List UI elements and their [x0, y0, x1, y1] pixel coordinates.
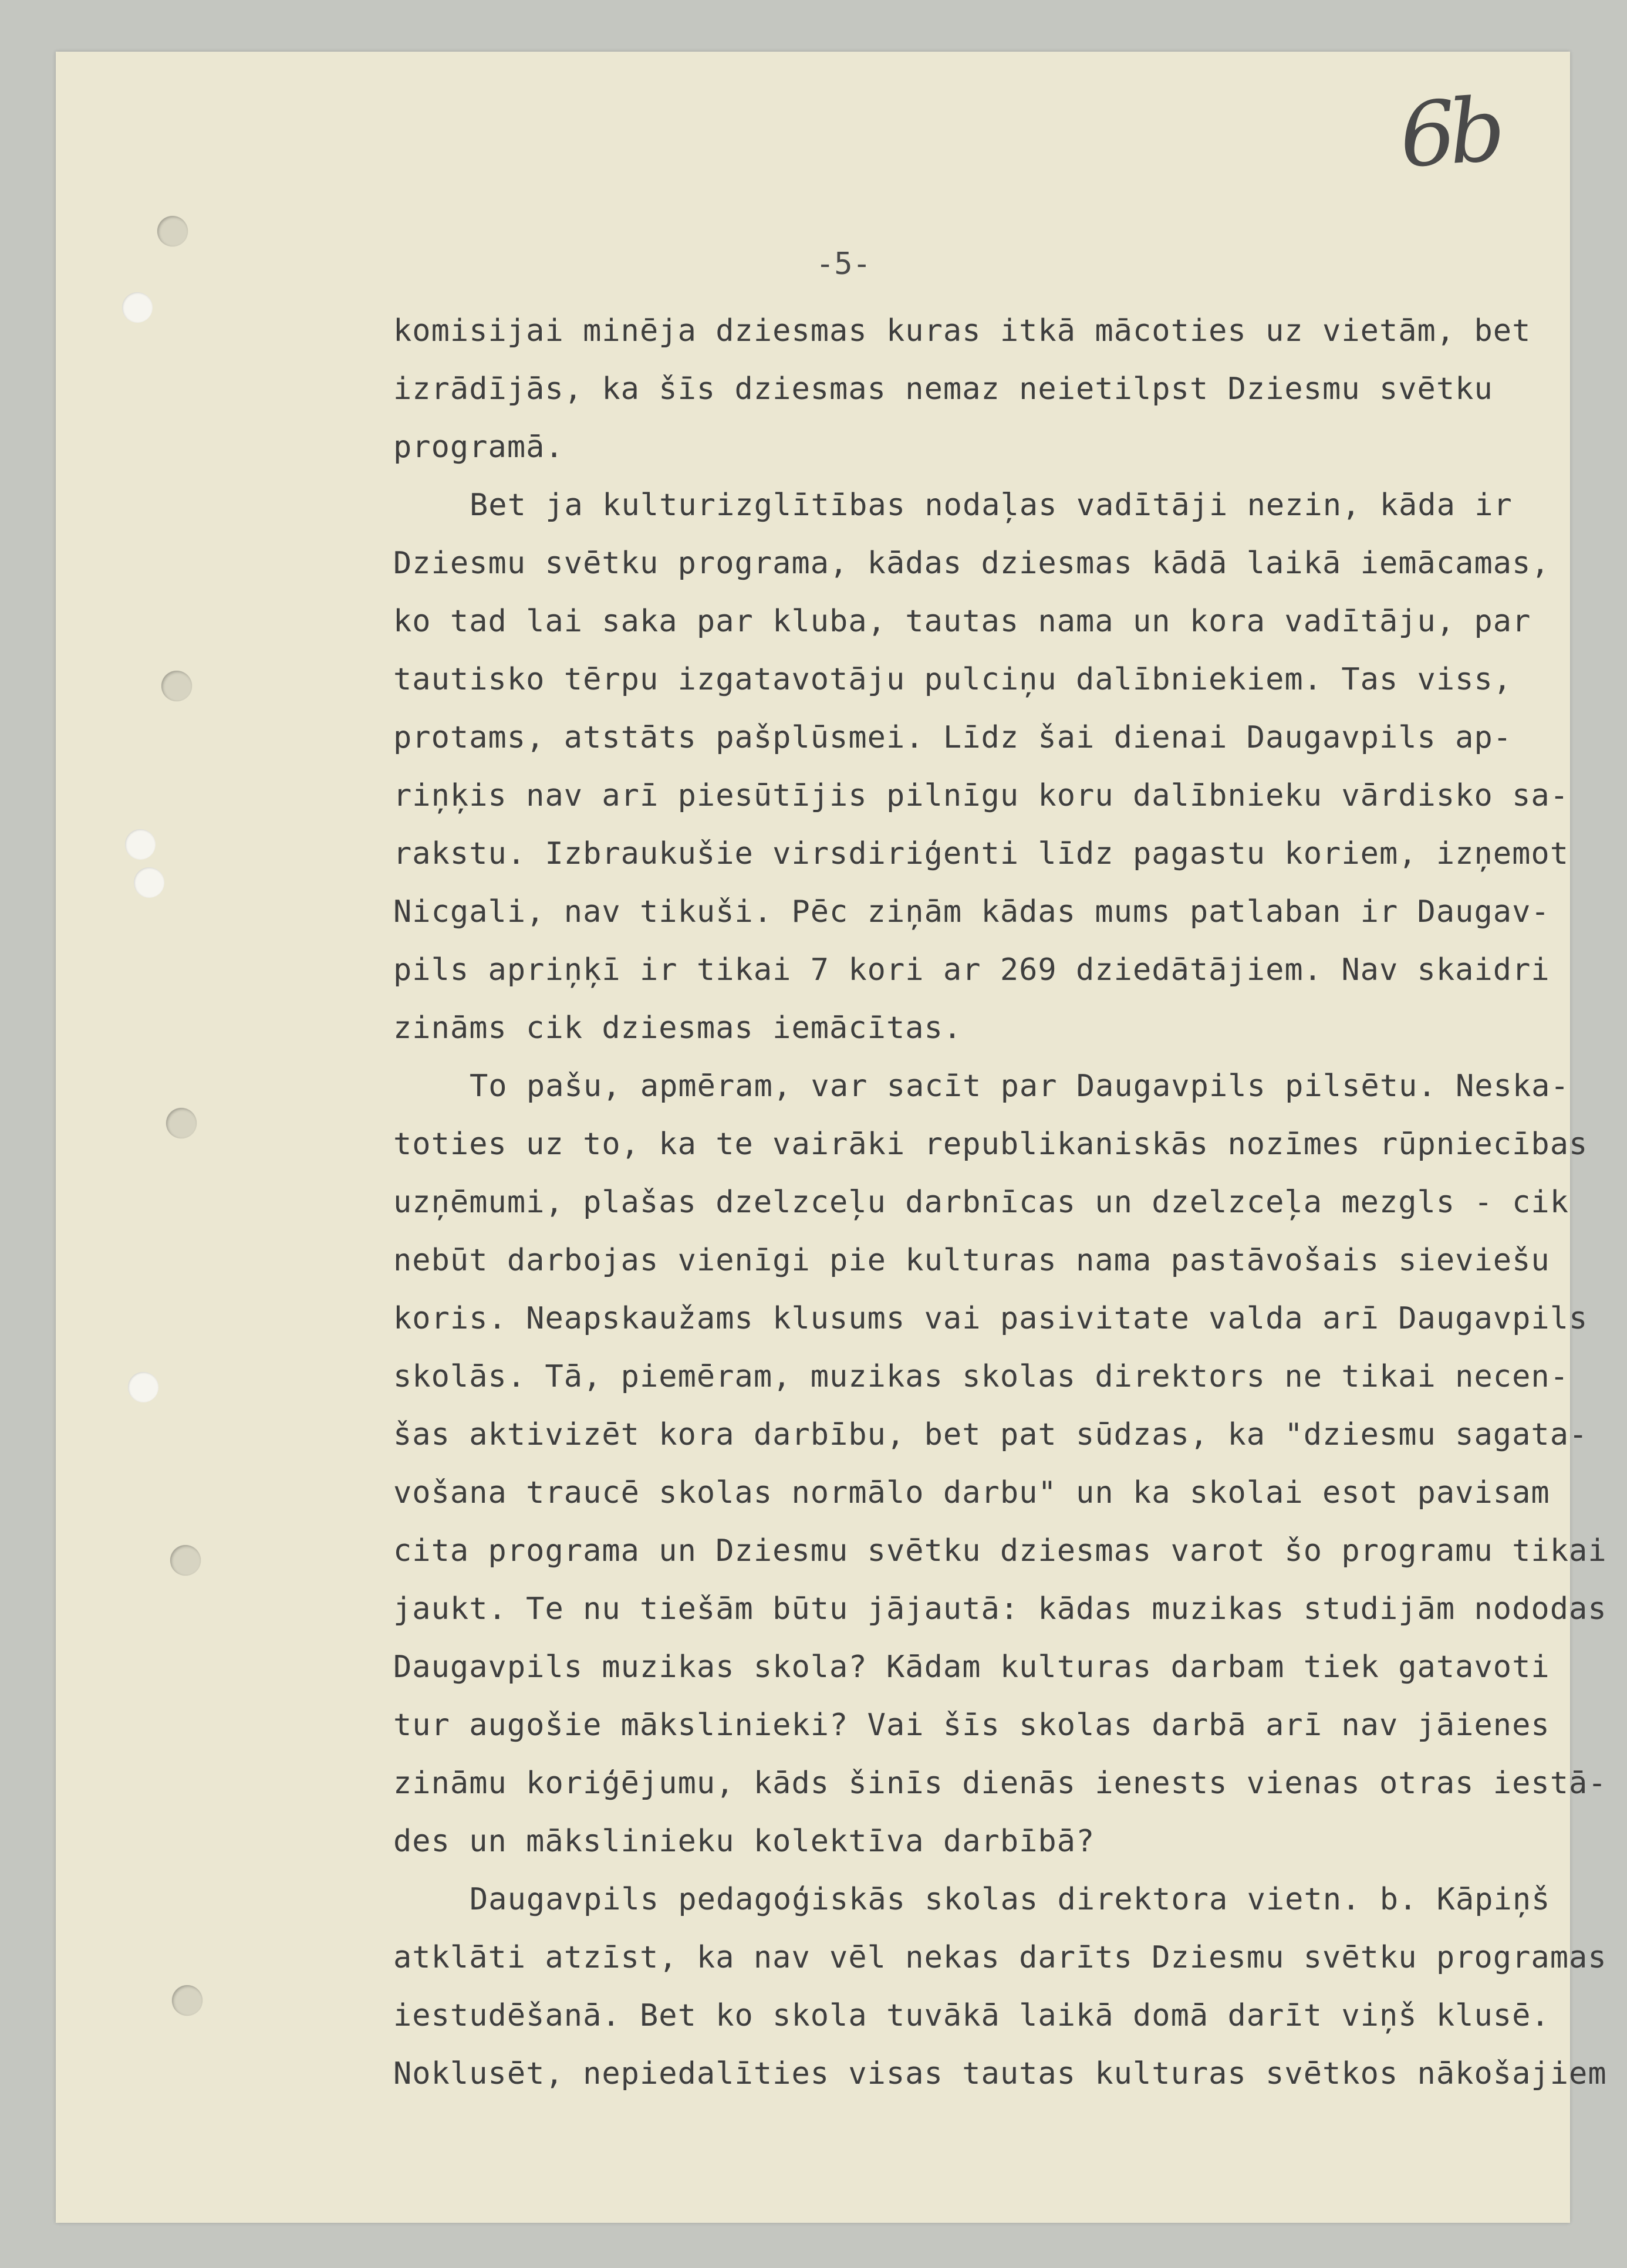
- page-number: -5-: [816, 246, 871, 282]
- text-line: iestudēšanā. Bet ko skola tuvākā laikā domā darīt viņš klusē.: [393, 1998, 1550, 2033]
- text-line: zināmu koriģējumu, kāds šinīs dienās ienests vienas otras iestā-: [393, 1766, 1607, 1801]
- text-line: Daugavpils pedagoģiskās skolas direktora vietn. b. Kāpiņš: [470, 1882, 1551, 1917]
- text-line: toties uz to, ka te vairāki republikaniskās nozīmes rūpniecības: [393, 1127, 1588, 1162]
- text-line: zināms cik dziesmas iemācītas.: [393, 1010, 963, 1046]
- text-line: vošana traucē skolas normālo darbu" un ka skolai esot pavisam: [393, 1475, 1550, 1510]
- text-line: uzņēmumi, plašas dzelzceļu darbnīcas un dzelzceļa mezgls - cik: [393, 1185, 1569, 1220]
- paragraph-3: [393, 1057, 1607, 1871]
- text-line: rakstu. Izbraukušie virsdiriģenti līdz pagastu koriem, izņemot: [393, 836, 1569, 871]
- binder-hole-1: [157, 216, 188, 246]
- binder-hole-5: [134, 867, 164, 898]
- binder-hole-2: [122, 292, 153, 323]
- text-line: nebūt darbojas vienīgi pie kulturas nama pastāvošais sieviešu: [393, 1243, 1550, 1278]
- paragraph-4: [393, 1871, 1607, 2103]
- text-line: riņķis nav arī piesūtījis pilnīgu koru dalībnieku vārdisko sa-: [393, 778, 1569, 813]
- binder-hole-8: [170, 1545, 201, 1576]
- binder-hole-6: [166, 1108, 197, 1138]
- handwritten-folio-number: 6b: [1396, 79, 1502, 188]
- text-line: skolās. Tā, piemēram, muzikas skolas direktors ne tikai necen-: [393, 1359, 1569, 1394]
- paragraph-1: [393, 302, 1552, 476]
- text-line: jaukt. Te nu tiešām būtu jājautā: kādas muzikas studijām nododas: [393, 1591, 1607, 1627]
- text-line: koris. Neapskaužams klusums vai pasivitate valda arī Daugavpils: [393, 1301, 1588, 1336]
- text-line: atklāti atzīst, ka nav vēl nekas darīts Dziesmu svētku programas: [393, 1940, 1607, 1975]
- text-line: tur augošie mākslinieki? Vai šīs skolas darbā arī nav jāienes: [393, 1708, 1550, 1743]
- text-line: komisijai minēja dziesmas kuras itkā mācoties uz vietām, bet: [393, 313, 1531, 349]
- text-line: ko tad lai saka par kluba, tautas nama un kora vadītāju, par: [393, 604, 1531, 639]
- binder-hole-4: [125, 829, 156, 860]
- text-line: To pašu, apmēram, var sacīt par Daugavpils pilsētu. Neska-: [470, 1069, 1569, 1104]
- typewritten-body: [393, 302, 1607, 2103]
- text-line: Dziesmu svētku programa, kādas dziesmas kādā laikā iemācamas,: [393, 546, 1550, 581]
- text-line: tautisko tērpu izgatavotāju pulciņu dalībniekiem. Tas viss,: [393, 662, 1513, 697]
- text-line: pils apriņķī ir tikai 7 kori ar 269 dziedātājiem. Nav skaidri: [393, 952, 1550, 988]
- binder-hole-7: [128, 1372, 158, 1402]
- text-line: Nicgali, nav tikuši. Pēc ziņām kādas mums patlaban ir Daugav-: [393, 894, 1550, 929]
- text-line: protams, atstāts pašplūsmei. Līdz šai dienai Daugavpils ap-: [393, 720, 1513, 755]
- binder-hole-9: [172, 1985, 202, 2016]
- paragraph-2: [393, 476, 1569, 1057]
- text-line: programā.: [393, 430, 564, 465]
- text-line: šas aktivizēt kora darbību, bet pat sūdzas, ka "dziesmu sagata-: [393, 1417, 1588, 1452]
- text-line: Bet ja kulturizglītības nodaļas vadītāji nezin, kāda ir: [470, 488, 1513, 523]
- text-line: Noklusēt, nepiedalīties visas tautas kulturas svētkos nākošajiem: [393, 2056, 1607, 2091]
- text-line: cita programa un Dziesmu svētku dziesmas varot šo programu tikai: [393, 1533, 1607, 1569]
- binder-hole-3: [161, 671, 192, 701]
- text-line: Daugavpils muzikas skola? Kādam kulturas darbam tiek gatavoti: [393, 1650, 1550, 1685]
- text-line: izrādījās, ka šīs dziesmas nemaz neietilpst Dziesmu svētku: [393, 371, 1493, 407]
- text-line: des un mākslinieku kolektīva darbībā?: [393, 1824, 1095, 1859]
